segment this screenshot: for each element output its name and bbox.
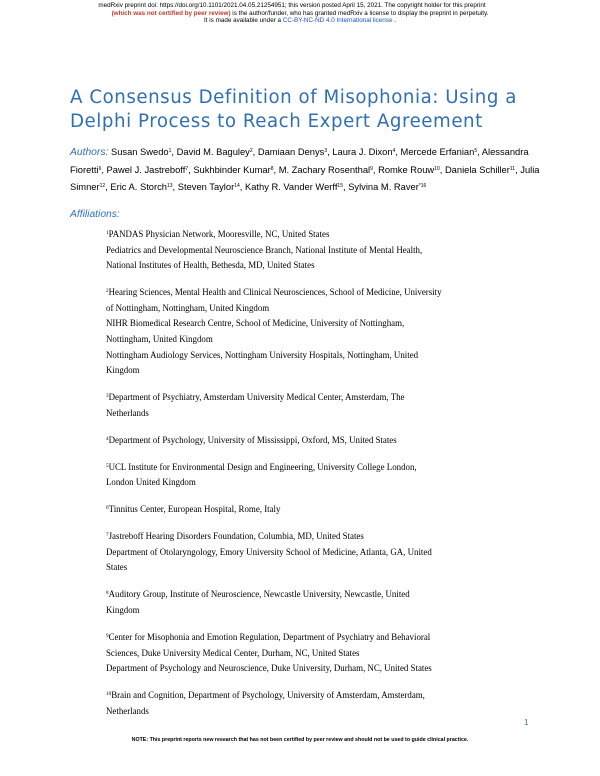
page-number: 1 xyxy=(524,718,529,727)
author-name: Pawel J. Jastreboff xyxy=(106,165,186,175)
affiliation-line xyxy=(106,406,526,422)
author-separator: , xyxy=(101,165,107,175)
affiliation-line xyxy=(106,646,526,662)
affiliation-item xyxy=(106,501,526,518)
author-name: Julia Simner xyxy=(70,165,540,192)
affiliation-line xyxy=(106,332,526,348)
affiliation-line xyxy=(106,704,526,720)
author-name: Alessandra Fioretti xyxy=(70,147,529,175)
author-separator: , xyxy=(372,165,379,175)
affiliation-text: of Nottingham, Nottingham, United Kingdom xyxy=(106,302,270,313)
affiliation-number: 4 xyxy=(106,435,109,442)
author-separator: , xyxy=(105,182,111,192)
affiliation-number: 7 xyxy=(106,532,109,539)
affiliation-item xyxy=(106,687,526,719)
affiliation-line xyxy=(106,501,526,518)
affiliation-number: 2 xyxy=(106,288,109,295)
author-separator: , xyxy=(395,147,401,157)
affiliation-line xyxy=(106,661,526,677)
affiliation-item xyxy=(106,284,526,379)
affiliation-text: Kingdom xyxy=(106,365,140,376)
affiliation-number: 6 xyxy=(106,505,109,512)
affiliation-item xyxy=(106,586,526,618)
header-doi-line: medRxiv preprint doi: https://doi.org/10.1101/2021.04.05.21254951; this version posted April 15, 2021. The copyright holder for this preprint xyxy=(98,2,486,9)
author-separator: , xyxy=(172,182,178,192)
header-license-text: is the author/funder, who has granted medRxiv a license to display the preprint in perpetuity. xyxy=(230,9,489,17)
affiliation-text: Auditory Group, Institute of Neuroscience, Newcastle University, Newcastle, United xyxy=(108,589,410,600)
header-cc-suffix: . xyxy=(392,17,396,25)
affiliation-item xyxy=(106,432,526,449)
affiliation-line xyxy=(106,603,526,619)
author-separator: , xyxy=(439,165,445,175)
author-separator: , xyxy=(477,147,482,157)
author-affiliation-marker: *16 xyxy=(418,183,427,189)
author-separator: , xyxy=(327,147,333,157)
affiliation-text: London United Kingdom xyxy=(106,477,196,488)
author-name: Steven Taylor xyxy=(177,182,235,192)
affiliation-number: 9 xyxy=(106,633,109,639)
affiliation-item xyxy=(106,226,526,274)
affiliation-text: Kingdom xyxy=(106,605,140,616)
affiliation-text: States xyxy=(106,562,128,573)
affiliation-text: Hearing Sciences, Mental Health and Clinical Neurosciences, School of Medicine, University xyxy=(108,287,442,298)
affiliation-text: Department of Psychology and Neuroscience, Duke University, Durham, NC, United States xyxy=(106,663,432,674)
footer-note: NOTE: This preprint reports new research that has not been certified by peer review and should not be used to guide clinical practice. xyxy=(131,737,469,743)
author-name: Mercede Erfanian xyxy=(400,147,475,157)
affiliation-line xyxy=(106,432,526,449)
affiliation-line xyxy=(106,243,526,259)
cc-license-link[interactable]: CC-BY-NC-ND 4.0 International license xyxy=(282,17,393,25)
author-name: David M. Baguley xyxy=(176,147,250,157)
author-affiliation-marker: 1 xyxy=(168,148,172,154)
affiliation-text: Netherlands xyxy=(106,705,149,716)
author-name: Sylvina M. Raver xyxy=(348,182,419,192)
affiliation-text: National Institutes of Health, Bethesda, MD, United States xyxy=(106,260,315,271)
affiliation-item xyxy=(106,459,526,491)
author-affiliation-marker: 9 xyxy=(370,166,373,172)
author-affiliation-marker: 12 xyxy=(99,183,106,189)
affiliation-text: NIHR Biomedical Research Centre, School of Medicine, University of Nottingham, xyxy=(106,318,405,329)
author-affiliation-marker: 3 xyxy=(324,148,328,154)
paper-title xyxy=(70,86,540,134)
affiliation-text: UCL Institute for Environmental Design and Engineering, University College London, xyxy=(108,461,417,472)
author-separator: , xyxy=(252,147,258,157)
affiliation-number: 10 xyxy=(106,691,112,698)
affiliation-line xyxy=(106,226,526,243)
affiliation-text: Department of Psychiatry, Amsterdam University Medical Center, Amsterdam, The xyxy=(108,392,405,403)
affiliation-line xyxy=(106,475,526,491)
affiliation-line xyxy=(106,348,526,364)
title-line-2: Delphi Process to Reach Expert Agreement xyxy=(70,111,483,132)
author-separator: , xyxy=(515,165,521,175)
author-name: Laura J. Dixon xyxy=(332,147,393,157)
author-affiliation-marker: 7 xyxy=(185,166,189,172)
header-license-line xyxy=(0,10,600,18)
affiliation-line xyxy=(106,629,526,646)
preprint-header xyxy=(0,2,600,25)
author-separator: , xyxy=(188,165,194,175)
author-affiliation-marker: 8 xyxy=(270,166,274,172)
affiliation-line xyxy=(106,586,526,603)
author-list xyxy=(70,143,540,195)
affiliation-line xyxy=(106,389,526,406)
affiliation-text: Sciences, Duke University Medical Center, Durham, NC, United States xyxy=(106,647,360,658)
affiliation-number: 8 xyxy=(106,590,109,597)
author-affiliation-marker: 5 xyxy=(474,148,478,154)
affiliation-text: Center for Misophonia and Emotion Regulation, Department of Psychiatry and Behavioral xyxy=(108,632,431,642)
author-name: Romke Rouw xyxy=(378,165,435,175)
header-cc-line xyxy=(0,17,600,25)
affiliation-number: 5 xyxy=(106,462,109,469)
affiliation-list xyxy=(106,226,529,730)
affiliation-line xyxy=(106,545,526,561)
affiliation-line xyxy=(106,316,526,332)
author-affiliation-marker: 11 xyxy=(509,166,516,172)
affiliation-number: 1 xyxy=(106,230,109,236)
affiliation-line xyxy=(106,363,526,379)
author-affiliation-marker: 13 xyxy=(166,183,173,189)
authors-label: Authors: xyxy=(70,147,109,158)
author-name: M. Zachary Rosenthal xyxy=(278,165,371,175)
affiliation-line xyxy=(106,258,526,274)
author-name: Sukhbinder Kumar xyxy=(193,165,271,175)
affiliation-line xyxy=(106,687,526,704)
affiliation-text: Department of Psychology, University of Mississippi, Oxford, MS, United States xyxy=(108,434,397,445)
author-affiliation-marker: 6 xyxy=(98,166,102,172)
affiliation-item xyxy=(106,629,526,677)
affiliation-line xyxy=(106,528,526,545)
affiliation-line xyxy=(106,560,526,576)
header-not-certified: (which was not certified by peer review) xyxy=(111,9,231,17)
affiliation-text: Pediatrics and Developmental Neuroscience Branch, National Institute of Mental Health, xyxy=(106,244,423,255)
affiliation-text: Jastreboff Hearing Disorders Foundation, Columbia, MD, United States xyxy=(108,531,364,542)
author-affiliation-marker: 15 xyxy=(337,183,343,189)
author-name: Damiaan Denys xyxy=(257,147,325,157)
affiliation-line xyxy=(106,284,526,301)
header-cc-prefix: It is made available under a xyxy=(204,17,283,25)
affiliation-item xyxy=(106,389,526,421)
author-affiliation-marker: 2 xyxy=(249,148,253,154)
affiliation-item xyxy=(106,528,526,576)
author-separator: , xyxy=(342,182,349,192)
author-name: Kathy R. Vander Werff xyxy=(244,182,338,192)
affiliations-label: Affiliations: xyxy=(70,209,120,220)
affiliation-text: Brain and Cognition, Department of Psychology, University of Amsterdam, Amsterdam, xyxy=(111,690,425,701)
author-separator: , xyxy=(171,147,177,157)
author-affiliation-marker: 4 xyxy=(392,148,396,154)
affiliation-line xyxy=(106,459,526,476)
affiliation-number: 3 xyxy=(106,393,109,400)
author-name: Susan Swedo xyxy=(110,147,169,157)
affiliation-text: PANDAS Physician Network, Mooresville, NC, United States xyxy=(108,229,330,239)
author-name: Daniela Schiller xyxy=(444,165,510,175)
affiliation-line xyxy=(106,301,526,317)
author-affiliation-marker: 10 xyxy=(434,166,440,172)
author-separator: , xyxy=(239,182,245,192)
affiliation-text: Department of Otolaryngology, Emory University School of Medicine, Atlanta, GA, United xyxy=(106,546,432,557)
affiliation-text: Tinnitus Center, European Hospital, Rome, Italy xyxy=(108,504,281,515)
title-line-1: A Consensus Definition of Misophonia: Using a xyxy=(70,87,517,108)
affiliation-text: Netherlands xyxy=(106,407,149,418)
author-name: Eric A. Storch xyxy=(110,182,167,192)
author-separator: , xyxy=(273,165,279,175)
author-affiliation-marker: 14 xyxy=(234,183,240,189)
affiliation-text: Nottingham, United Kingdom xyxy=(106,333,213,344)
affiliation-text: Nottingham Audiology Services, Nottingham University Hospitals, Nottingham, United xyxy=(106,349,419,360)
